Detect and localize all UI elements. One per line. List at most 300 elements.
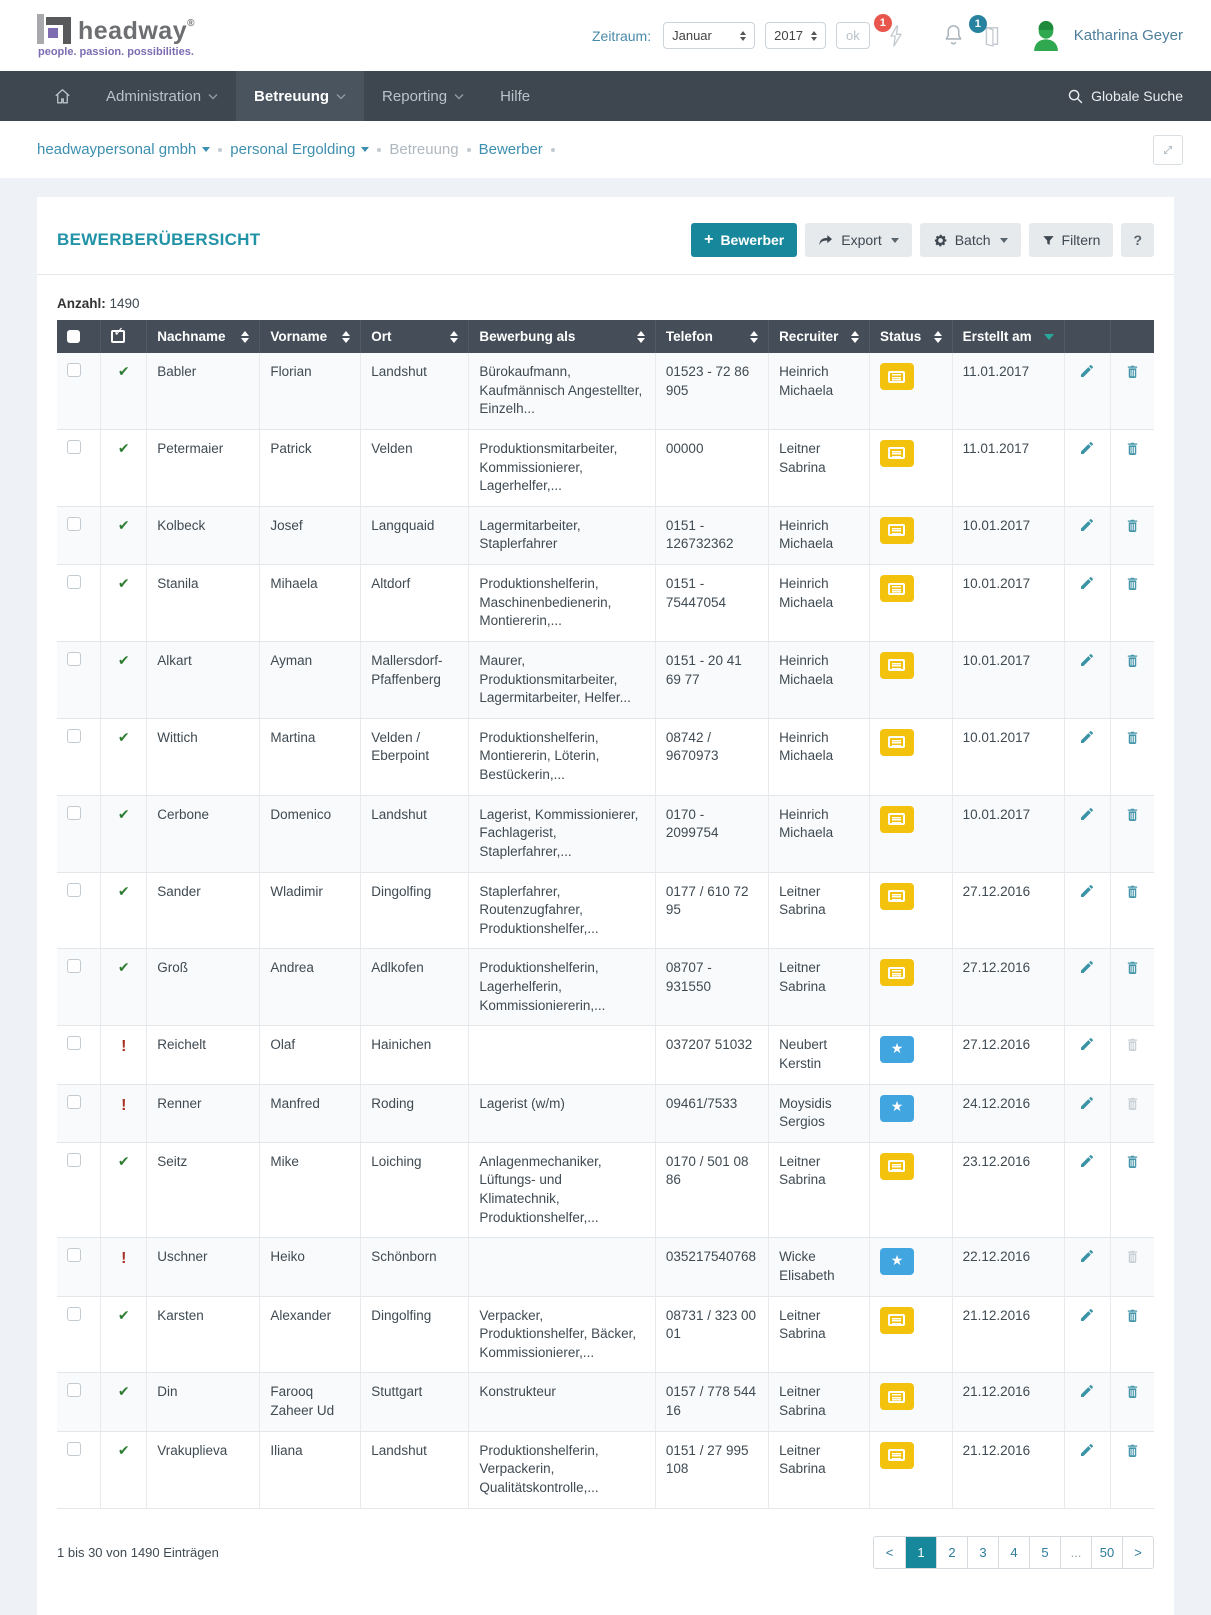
card-status-icon — [888, 1391, 905, 1403]
export-arrow-icon — [818, 234, 834, 247]
edit-column-header — [1064, 320, 1110, 353]
row-checkbox[interactable] — [67, 1153, 81, 1167]
nav-item-betreuung[interactable]: Betreuung — [236, 71, 364, 121]
cell-ort: Stuttgart — [361, 1373, 469, 1431]
pencil-icon — [1079, 517, 1095, 533]
delete-icon[interactable] — [1125, 1307, 1140, 1324]
star-status-icon: ★ — [890, 1041, 904, 1058]
cell-vorname: Olaf — [260, 1026, 361, 1084]
row-checkbox[interactable] — [67, 1248, 81, 1262]
trash-icon — [1125, 652, 1140, 669]
edit-icon[interactable] — [1079, 883, 1095, 899]
cell-bewerbung-als: Produktionshelferin, Verpackerin, Qualitätskontrolle,... — [469, 1431, 656, 1508]
cell-nachname: Kolbeck — [147, 506, 260, 564]
cell-vorname: Josef — [260, 506, 361, 564]
cell-erstellt-am: 11.01.2017 — [952, 429, 1064, 506]
status-badge[interactable] — [880, 806, 914, 833]
edit-icon[interactable] — [1079, 806, 1095, 822]
cell-nachname: Vrakuplieva — [147, 1431, 260, 1508]
delete-icon[interactable] — [1125, 440, 1140, 457]
cell-ort: Landshut — [361, 795, 469, 872]
logo-icon — [37, 14, 71, 44]
trash-icon — [1125, 1036, 1140, 1053]
cell-ort: Dingolfing — [361, 1296, 469, 1373]
check-icon: ✔ — [117, 1384, 130, 1401]
cell-telefon: 01523 - 72 86 905 — [655, 353, 768, 429]
check-icon: ✔ — [117, 1307, 130, 1324]
cell-erstellt-am: 27.12.2016 — [952, 872, 1064, 949]
column-header-status[interactable]: Status — [869, 320, 952, 353]
table-row — [57, 641, 1154, 718]
cell-recruiter: Leitner Sabrina — [769, 429, 870, 506]
trash-icon — [1125, 1095, 1140, 1112]
cell-bewerbung-als: Verpacker, Produktionshelfer, Bäcker, Kommissionierer,... — [469, 1296, 656, 1373]
card-status-icon — [888, 736, 905, 748]
table-row — [57, 1142, 1154, 1238]
cell-vorname: Martina — [260, 718, 361, 795]
edit-icon[interactable] — [1079, 1153, 1095, 1169]
cell-vorname: Manfred — [260, 1084, 361, 1142]
status-badge[interactable] — [880, 1248, 914, 1275]
status-badge[interactable] — [880, 1383, 914, 1410]
delete-icon[interactable] — [1125, 517, 1140, 534]
inbox-count-badge: 1 — [969, 15, 987, 33]
trash-icon — [1125, 1307, 1140, 1324]
trash-icon — [1125, 363, 1140, 380]
pencil-icon — [1079, 575, 1095, 591]
select-arrows-icon — [811, 31, 817, 41]
status-badge[interactable] — [880, 1153, 914, 1180]
page-button-1[interactable]: 1 — [905, 1537, 936, 1568]
sort-desc-icon — [1044, 334, 1054, 340]
pencil-icon — [1079, 959, 1095, 975]
cell-ort: Altdorf — [361, 565, 469, 642]
cell-bewerbung-als: Konstrukteur — [469, 1373, 656, 1431]
row-checkbox[interactable] — [67, 517, 81, 531]
cell-erstellt-am: 22.12.2016 — [952, 1238, 1064, 1296]
cell-vorname: Iliana — [260, 1431, 361, 1508]
edit-icon[interactable] — [1079, 729, 1095, 745]
pencil-icon — [1079, 440, 1095, 456]
cell-bewerbung-als: Produktionsmitarbeiter, Kommissionierer, Lagerhelfer,... — [469, 429, 656, 506]
cell-ort: Landshut — [361, 353, 469, 429]
sort-icon — [637, 331, 645, 343]
row-checkbox[interactable] — [67, 1442, 81, 1456]
pencil-icon — [1079, 1095, 1095, 1111]
cell-erstellt-am: 10.01.2017 — [952, 795, 1064, 872]
page-button-4[interactable]: 4 — [998, 1537, 1029, 1568]
column-header-vorname[interactable]: Vorname — [260, 320, 361, 353]
edit-icon[interactable] — [1079, 652, 1095, 668]
check-icon: ✔ — [117, 652, 130, 669]
breadcrumb — [37, 141, 555, 158]
cell-ort: Velden — [361, 429, 469, 506]
table-row — [57, 429, 1154, 506]
chevron-down-icon — [336, 93, 346, 100]
cell-bewerbung-als: Produktionshelferin, Lagerhelferin, Kommissioniererin,... — [469, 949, 656, 1026]
check-icon: ✔ — [117, 440, 130, 457]
page-button-3[interactable]: 3 — [967, 1537, 998, 1568]
cell-vorname: Andrea — [260, 949, 361, 1026]
cell-nachname: Stanila — [147, 565, 260, 642]
breadcrumb-item[interactable]: personal Ergolding — [230, 141, 369, 158]
cell-telefon: 08742 / 9670973 — [655, 718, 768, 795]
alert-icon: ! — [121, 1096, 127, 1114]
row-checkbox[interactable] — [67, 575, 81, 589]
status-badge[interactable] — [880, 1307, 914, 1334]
sort-icon — [342, 331, 350, 343]
status-badge[interactable] — [880, 1036, 914, 1063]
table-row — [57, 872, 1154, 949]
cell-telefon: 0151 - 126732362 — [655, 506, 768, 564]
avatar — [1027, 17, 1065, 55]
cell-telefon: 08731 / 323 00 01 — [655, 1296, 768, 1373]
select-arrows-icon — [740, 31, 746, 41]
column-header-erstellt-am[interactable]: Erstellt am — [952, 320, 1064, 353]
nav-item-reporting[interactable]: Reporting — [364, 71, 482, 121]
expand-button[interactable] — [1153, 135, 1183, 165]
pencil-icon — [1079, 1036, 1095, 1052]
nav-item-hilfe[interactable]: Hilfe — [500, 87, 531, 105]
row-checkbox[interactable] — [67, 363, 81, 377]
delete-icon[interactable] — [1125, 806, 1140, 823]
delete-icon[interactable] — [1125, 1383, 1140, 1400]
cell-recruiter: Leitner Sabrina — [769, 949, 870, 1026]
delete-icon[interactable] — [1125, 729, 1140, 746]
card-status-icon — [888, 813, 905, 825]
trash-icon — [1125, 1442, 1140, 1459]
nav-item-administration[interactable]: Administration — [88, 71, 236, 121]
header-controls — [592, 17, 1183, 55]
cell-telefon: 0151 / 27 995 108 — [655, 1431, 768, 1508]
edit-icon[interactable] — [1079, 440, 1095, 456]
edit-icon[interactable] — [1079, 363, 1095, 379]
row-checkbox[interactable] — [67, 729, 81, 743]
check-icon: ✔ — [117, 806, 130, 823]
ok-button[interactable]: ok — [836, 22, 870, 49]
edit-icon[interactable] — [1079, 517, 1095, 533]
cell-recruiter: Leitner Sabrina — [769, 1296, 870, 1373]
alert-count-badge: 1 — [874, 14, 892, 32]
column-header-ort[interactable]: Ort — [361, 320, 469, 353]
cell-bewerbung-als: Bürokaufmann, Kaufmännisch Angestellter, Einzelh... — [469, 353, 656, 429]
help-button[interactable]: ? — [1121, 223, 1154, 257]
year-select[interactable]: 2017 — [765, 22, 826, 49]
row-checkbox[interactable] — [67, 1383, 81, 1397]
cell-telefon: 00000 — [655, 429, 768, 506]
cell-telefon: 0157 / 778 544 16 — [655, 1373, 768, 1431]
divider — [37, 274, 1174, 275]
cell-bewerbung-als: Lagerist (w/m) — [469, 1084, 656, 1142]
table-row — [57, 1431, 1154, 1508]
cell-erstellt-am: 21.12.2016 — [952, 1296, 1064, 1373]
pencil-icon — [1079, 363, 1095, 379]
sort-icon — [851, 331, 859, 343]
edit-icon[interactable] — [1079, 1095, 1095, 1111]
column-header-telefon[interactable]: Telefon — [655, 320, 768, 353]
cell-telefon: 0170 - 2099754 — [655, 795, 768, 872]
cell-vorname: Mike — [260, 1142, 361, 1238]
cell-ort: Landshut — [361, 1431, 469, 1508]
status-badge[interactable] — [880, 652, 914, 679]
status-badge[interactable] — [880, 363, 914, 390]
cell-ort: Dingolfing — [361, 872, 469, 949]
search-icon — [1067, 88, 1084, 105]
cell-bewerbung-als: Anlagenmechaniker, Lüftungs- und Klimatechnik, Produktionshelfer,... — [469, 1142, 656, 1238]
column-header-recruiter[interactable]: Recruiter — [769, 320, 870, 353]
chevron-down-icon — [1000, 238, 1008, 243]
cell-telefon: 0177 / 610 72 95 — [655, 872, 768, 949]
cell-telefon: 09461/7533 — [655, 1084, 768, 1142]
cell-nachname: Renner — [147, 1084, 260, 1142]
page-ellipsis: ... — [1060, 1537, 1091, 1568]
card-status-icon — [888, 659, 905, 671]
page-button-2[interactable]: 2 — [936, 1537, 967, 1568]
star-status-icon: ★ — [890, 1253, 904, 1270]
delete-icon[interactable] — [1125, 575, 1140, 592]
cell-erstellt-am: 24.12.2016 — [952, 1084, 1064, 1142]
status-badge[interactable] — [880, 959, 914, 986]
cell-recruiter: Leitner Sabrina — [769, 872, 870, 949]
cell-erstellt-am: 10.01.2017 — [952, 565, 1064, 642]
breadcrumb-separator — [551, 148, 555, 152]
inbox[interactable] — [974, 17, 1003, 48]
breadcrumb-item[interactable]: Bewerber — [478, 141, 543, 158]
cell-ort: Schönborn — [361, 1238, 469, 1296]
row-checkbox[interactable] — [67, 806, 81, 820]
cell-ort: Velden / Eberpoint — [361, 718, 469, 795]
cell-recruiter: Leitner Sabrina — [769, 1373, 870, 1431]
table-row — [57, 1238, 1154, 1296]
card-status-icon — [888, 447, 905, 459]
cell-bewerbung-als — [469, 1026, 656, 1084]
pencil-icon — [1079, 806, 1095, 822]
card-status-icon — [888, 1160, 905, 1172]
nav-home[interactable] — [37, 71, 88, 121]
pencil-icon — [1079, 1248, 1095, 1264]
notifications[interactable] — [942, 23, 965, 48]
cell-erstellt-am: 11.01.2017 — [952, 353, 1064, 429]
card-status-icon — [888, 890, 905, 902]
edit-icon[interactable] — [1079, 575, 1095, 591]
status-badge[interactable] — [880, 1095, 914, 1122]
table-row — [57, 506, 1154, 564]
table-row — [57, 353, 1154, 429]
cell-nachname: Karsten — [147, 1296, 260, 1373]
cell-telefon: 08707 - 931550 — [655, 949, 768, 1026]
top-header — [0, 0, 1211, 71]
sort-icon — [450, 331, 458, 343]
cell-vorname: Florian — [260, 353, 361, 429]
status-badge[interactable] — [880, 440, 914, 467]
cell-erstellt-am: 21.12.2016 — [952, 1373, 1064, 1431]
chevron-down-icon — [891, 238, 899, 243]
delete-icon[interactable] — [1125, 1442, 1140, 1459]
cell-bewerbung-als: Produktionshelferin, Maschinenbedienerin, Montiererin,... — [469, 565, 656, 642]
cell-erstellt-am: 27.12.2016 — [952, 949, 1064, 1026]
trash-icon — [1125, 1248, 1140, 1265]
trash-icon — [1125, 806, 1140, 823]
table-row — [57, 949, 1154, 1026]
cell-erstellt-am: 10.01.2017 — [952, 506, 1064, 564]
pencil-icon — [1079, 729, 1095, 745]
delete-icon[interactable] — [1125, 1153, 1140, 1170]
cell-vorname: Alexander — [260, 1296, 361, 1373]
table-header-row — [57, 320, 1154, 353]
cell-telefon: 035217540768 — [655, 1238, 768, 1296]
entries-info: 1 bis 30 von 1490 Einträgen — [57, 1544, 219, 1560]
cell-bewerbung-als: Lagermitarbeiter, Staplerfahrer — [469, 506, 656, 564]
card-status-icon — [888, 1314, 905, 1326]
export-button[interactable]: Export — [805, 223, 911, 257]
column-header-nachname[interactable]: Nachname — [147, 320, 260, 353]
select-all-checkbox-icon[interactable] — [67, 330, 80, 343]
month-select[interactable]: Januar — [663, 22, 755, 49]
cell-ort: Hainichen — [361, 1026, 469, 1084]
chevron-down-icon — [208, 93, 218, 100]
activity-indicator[interactable] — [879, 16, 906, 49]
trash-icon — [1125, 575, 1140, 592]
cell-vorname: Domenico — [260, 795, 361, 872]
filter-button[interactable]: Filtern — [1029, 223, 1114, 257]
cell-vorname: Farooq Zaheer Ud — [260, 1373, 361, 1431]
status-badge[interactable] — [880, 729, 914, 756]
cell-bewerbung-als: Lagerist, Kommissionierer, Fachlagerist, Staplerfahrer,... — [469, 795, 656, 872]
sort-icon — [934, 331, 942, 343]
dropdown-caret-icon — [361, 147, 369, 152]
check-icon: ✔ — [117, 364, 130, 380]
delete-icon — [1125, 1248, 1140, 1265]
alert-icon: ! — [121, 1038, 127, 1056]
delete-column-header — [1110, 320, 1154, 353]
cell-recruiter: Moysidis Sergios — [769, 1084, 870, 1142]
breadcrumb-item[interactable]: headwaypersonal gmbh — [37, 141, 210, 158]
table-row — [57, 718, 1154, 795]
delete-icon[interactable] — [1125, 652, 1140, 669]
cell-recruiter: Neubert Kerstin — [769, 1026, 870, 1084]
status-badge[interactable] — [880, 575, 914, 602]
check-icon: ✔ — [117, 883, 130, 900]
trash-icon — [1125, 517, 1140, 534]
check-icon: ✔ — [117, 1153, 130, 1170]
table-body — [57, 353, 1154, 1508]
page-button-5[interactable]: 5 — [1029, 1537, 1060, 1568]
table-row — [57, 1373, 1154, 1431]
card-status-icon — [888, 371, 905, 383]
cell-nachname: Sander — [147, 872, 260, 949]
breadcrumb-item: Betreuung — [389, 141, 459, 158]
pencil-icon — [1079, 883, 1095, 899]
logo-text: headway® — [78, 16, 195, 45]
cell-ort: Loiching — [361, 1142, 469, 1238]
row-checkbox[interactable] — [67, 959, 81, 973]
edit-icon[interactable] — [1079, 1307, 1095, 1323]
plus-icon: + — [704, 231, 714, 248]
flag-header[interactable] — [101, 320, 147, 353]
cell-telefon: 037207 51032 — [655, 1026, 768, 1084]
edit-icon[interactable] — [1079, 1383, 1095, 1399]
cell-nachname: Alkart — [147, 641, 260, 718]
row-checkbox[interactable] — [67, 652, 81, 666]
home-icon — [53, 87, 72, 106]
main-nav — [0, 71, 1211, 121]
pencil-icon — [1079, 1153, 1095, 1169]
status-badge[interactable] — [880, 1442, 914, 1469]
breadcrumb-separator — [467, 148, 471, 152]
cell-erstellt-am: 10.01.2017 — [952, 641, 1064, 718]
cell-bewerbung-als — [469, 1238, 656, 1296]
card-status-icon — [888, 967, 905, 979]
check-icon: ✔ — [117, 576, 130, 592]
pencil-icon — [1079, 652, 1095, 668]
batch-button[interactable]: Batch — [920, 223, 1021, 257]
trash-icon — [1125, 883, 1140, 900]
row-checkbox[interactable] — [67, 883, 81, 897]
row-checkbox[interactable] — [67, 1307, 81, 1321]
cell-telefon: 0170 / 501 08 86 — [655, 1142, 768, 1238]
prev-page-button[interactable]: < — [874, 1537, 905, 1568]
cell-bewerbung-als: Staplerfahrer, Routenzugfahrer, Produktionshelfer,... — [469, 872, 656, 949]
edit-icon[interactable] — [1079, 1442, 1095, 1458]
delete-icon[interactable] — [1125, 959, 1140, 976]
delete-icon[interactable] — [1125, 883, 1140, 900]
cell-vorname: Wladimir — [260, 872, 361, 949]
row-checkbox[interactable] — [67, 1036, 81, 1050]
check-icon: ✔ — [117, 1442, 130, 1459]
add-bewerber-button[interactable]: + Bewerber — [691, 223, 797, 257]
sort-icon — [241, 331, 249, 343]
table-row — [57, 795, 1154, 872]
trash-icon — [1125, 959, 1140, 976]
next-page-button[interactable]: > — [1122, 1537, 1153, 1568]
cell-nachname: Wittich — [147, 718, 260, 795]
bewerber-table — [57, 320, 1154, 1509]
pencil-icon — [1079, 1307, 1095, 1323]
cell-recruiter: Heinrich Michaela — [769, 641, 870, 718]
cell-vorname: Heiko — [260, 1238, 361, 1296]
pencil-icon — [1079, 1383, 1095, 1399]
cell-recruiter: Heinrich Michaela — [769, 506, 870, 564]
select-all-header[interactable] — [57, 320, 101, 353]
row-checkbox[interactable] — [67, 440, 81, 454]
filter-icon — [1042, 234, 1055, 247]
edit-icon[interactable] — [1079, 1248, 1095, 1264]
user-menu[interactable] — [1027, 17, 1183, 55]
status-badge[interactable] — [880, 883, 914, 910]
cell-nachname: Groß — [147, 949, 260, 1026]
cell-recruiter: Heinrich Michaela — [769, 718, 870, 795]
global-search[interactable]: Globale Suche — [1067, 71, 1183, 121]
status-badge[interactable] — [880, 517, 914, 544]
trash-icon — [1125, 1153, 1140, 1170]
trash-icon — [1125, 729, 1140, 746]
page-button-50[interactable]: 50 — [1091, 1537, 1122, 1568]
cell-recruiter: Leitner Sabrina — [769, 1431, 870, 1508]
table-row — [57, 565, 1154, 642]
column-header-bewerbung-als[interactable]: Bewerbung als — [469, 320, 656, 353]
delete-icon[interactable] — [1125, 363, 1140, 380]
card-status-icon — [888, 583, 905, 595]
alert-icon: ! — [121, 1250, 127, 1268]
cell-nachname: Din — [147, 1373, 260, 1431]
nav-items — [88, 71, 548, 121]
registered-mark: ® — [187, 17, 195, 29]
breadcrumb-bar — [0, 121, 1211, 178]
row-checkbox[interactable] — [67, 1095, 81, 1109]
cell-nachname: Babler — [147, 353, 260, 429]
edit-icon[interactable] — [1079, 1036, 1095, 1052]
edit-icon[interactable] — [1079, 959, 1095, 975]
